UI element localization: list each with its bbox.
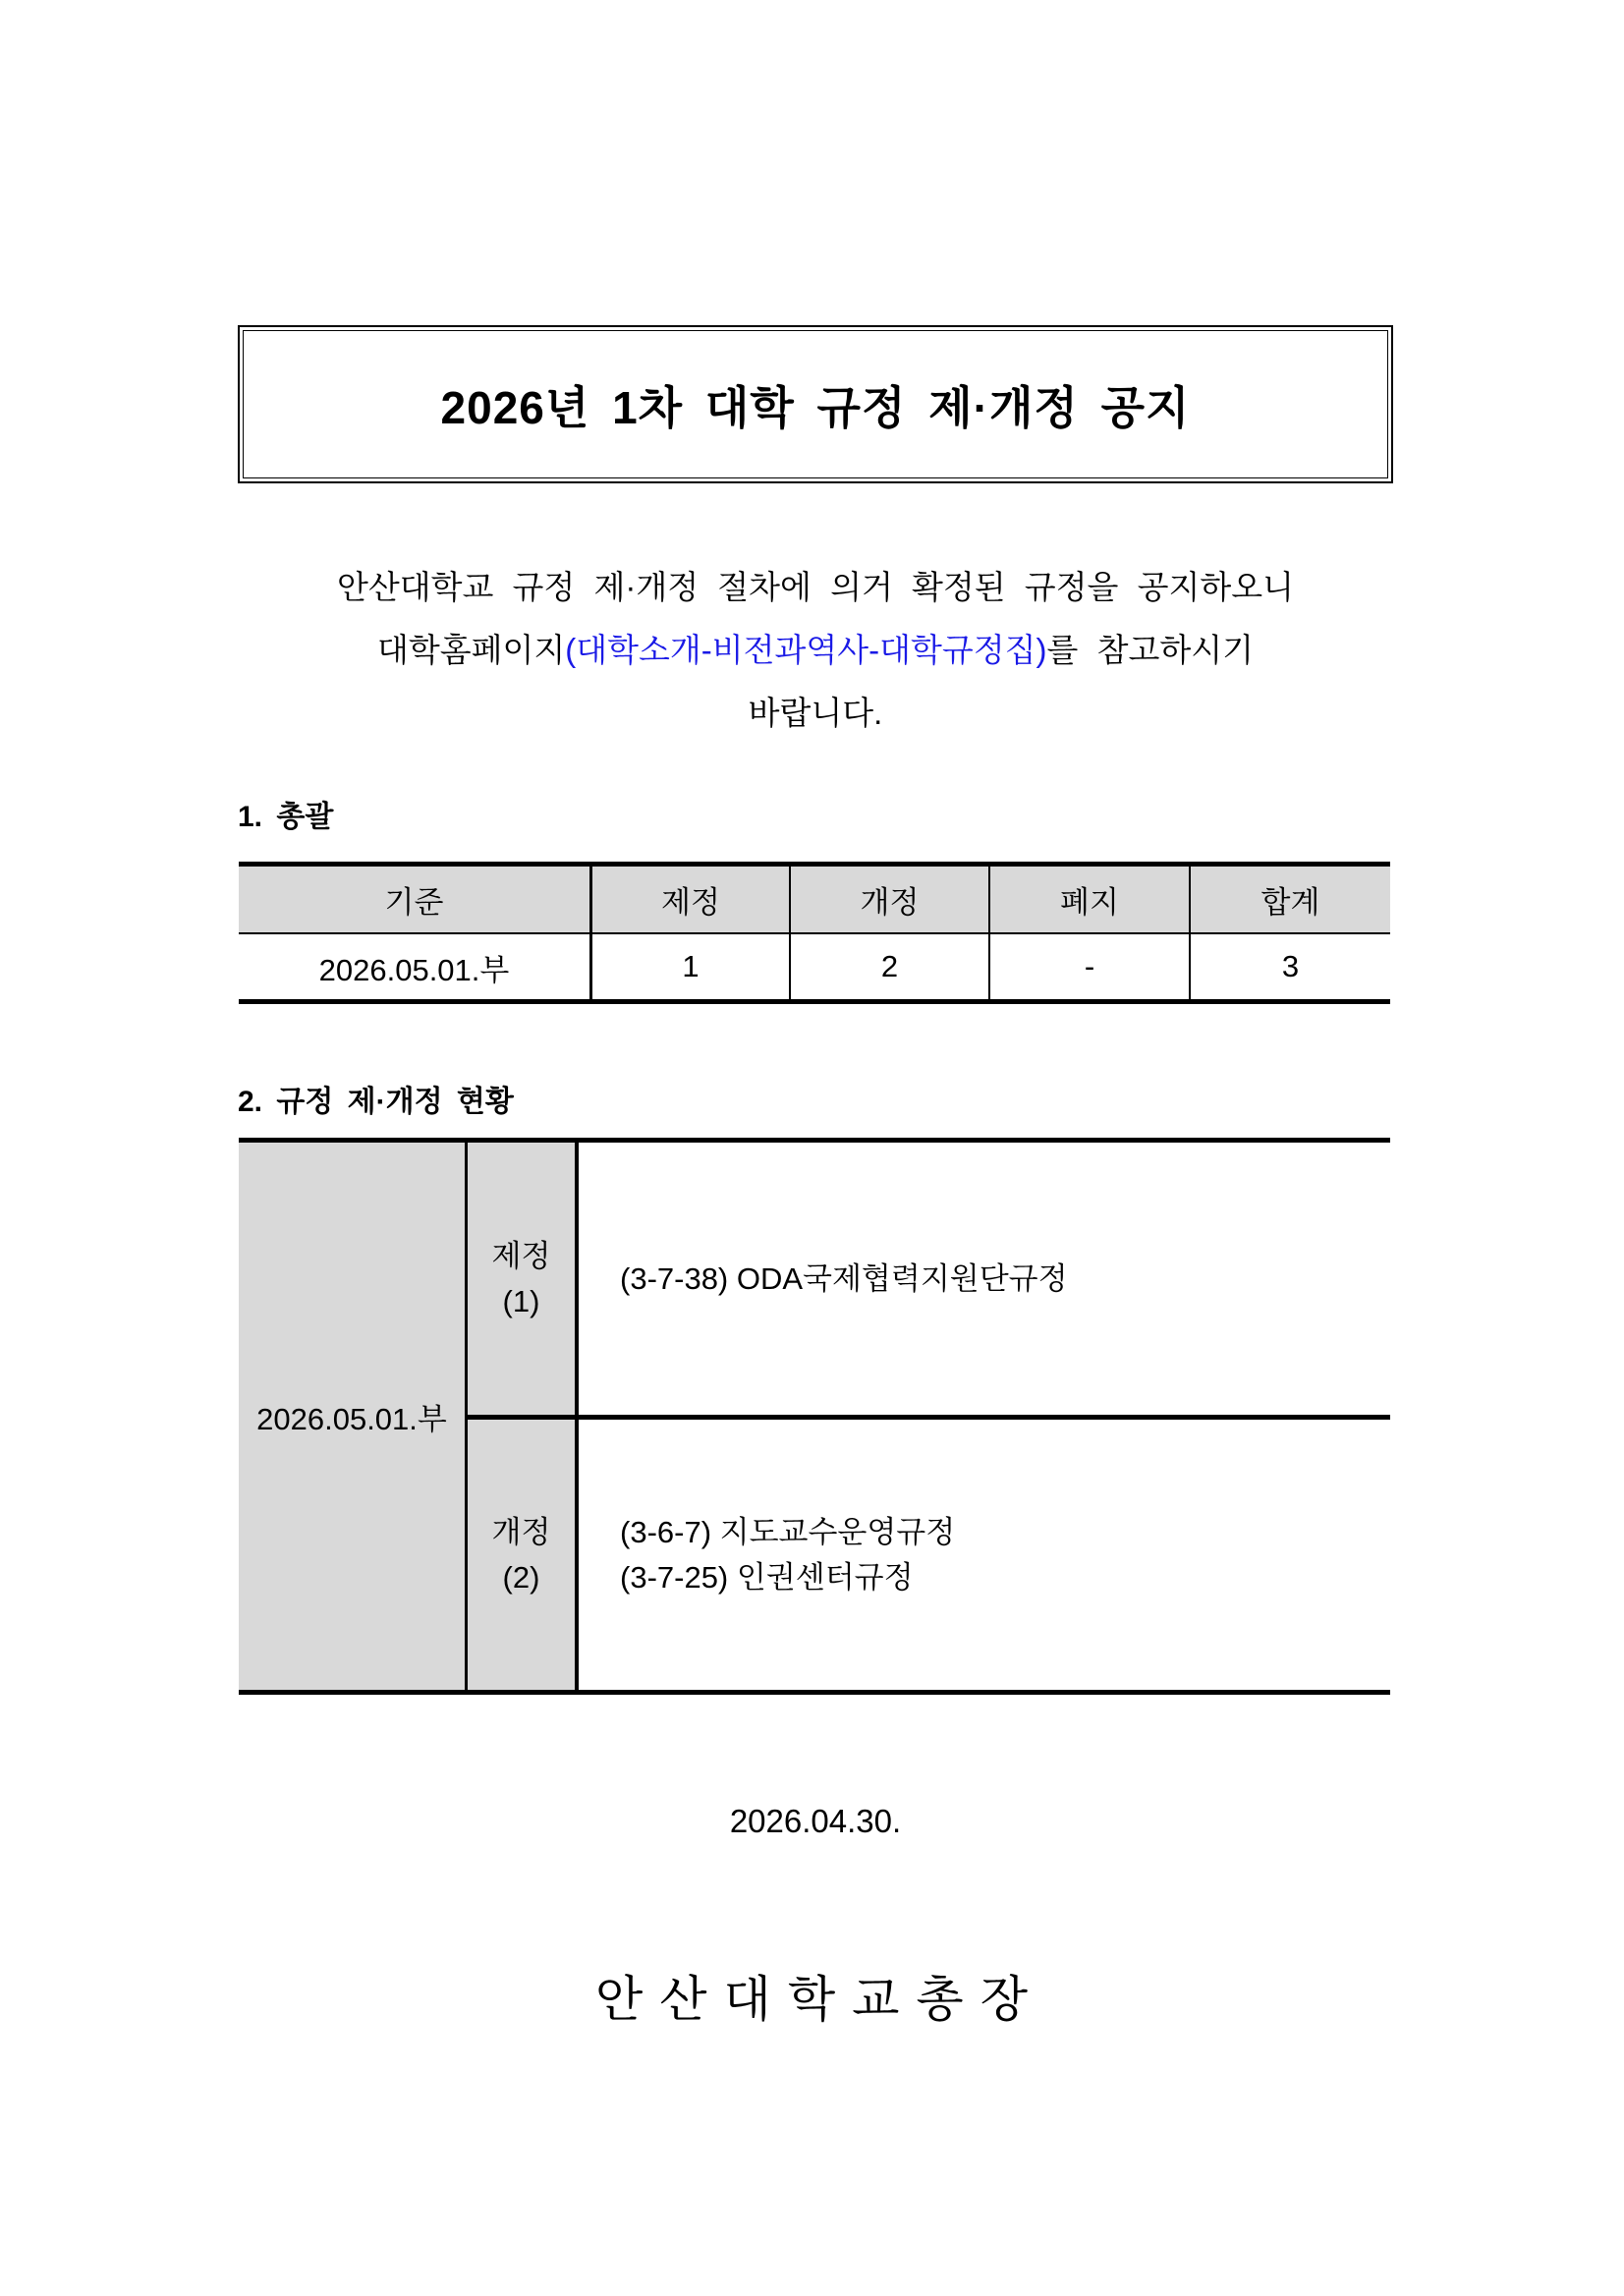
header-cell-amended: 개정 — [791, 867, 990, 932]
header-cell-standard: 기준 — [239, 867, 592, 932]
type-cell-enacted — [468, 1143, 579, 1415]
type-count: (1) — [502, 1283, 540, 1318]
data-cell-abolished: - — [990, 934, 1191, 999]
header-cell-total: 합계 — [1191, 867, 1390, 932]
intro-paragraph — [238, 556, 1393, 745]
status-table-rows — [468, 1143, 1390, 1690]
status-table — [239, 1138, 1390, 1695]
type-label: 개정 — [491, 1514, 551, 1549]
summary-table-header-row — [239, 867, 1390, 934]
data-cell-standard: 2026.05.01.부 — [239, 934, 592, 999]
intro-line-1 — [238, 556, 1393, 619]
title-frame — [238, 325, 1393, 483]
intro-line-2-prefix: 대학홈페이지 — [377, 632, 566, 668]
intro-line-3 — [238, 682, 1393, 745]
data-cell-amended: 2 — [791, 934, 990, 999]
title-frame-inner — [243, 330, 1388, 478]
regulation-item: (3-6-7) 지도교수운영규정 — [620, 1514, 956, 1549]
effective-date-cell: 2026.05.01.부 — [239, 1143, 468, 1690]
summary-table — [239, 862, 1390, 1004]
intro-line-3-text: 바랍니다. — [748, 695, 883, 731]
summary-table-data-row — [239, 934, 1390, 999]
header-cell-enacted: 제정 — [592, 867, 791, 932]
intro-line-2-suffix: 를 참고하시기 — [1046, 632, 1254, 668]
section2-heading: 2. 규정 제·개정 현황 — [238, 1086, 514, 1118]
regulations-menu-path-link[interactable]: (대학소개-비전과역사-대학규정집) — [565, 632, 1047, 668]
type-count: (2) — [502, 1559, 540, 1595]
type-cell-amended — [468, 1420, 579, 1690]
items-cell-enacted — [579, 1143, 1390, 1415]
table-row — [468, 1420, 1390, 1690]
regulation-item: (3-7-25) 인권센터규정 — [620, 1559, 914, 1595]
type-label: 제정 — [491, 1238, 551, 1273]
table-row — [468, 1143, 1390, 1420]
intro-line-2 — [238, 619, 1393, 682]
header-cell-abolished: 폐지 — [990, 867, 1191, 932]
issue-date: 2026.04.30. — [729, 1803, 902, 1839]
items-cell-amended — [579, 1420, 1390, 1690]
intro-line-1-text: 안산대학교 규정 제·개정 절차에 의거 확정된 규정을 공지하오니 — [337, 569, 1294, 605]
president-signature: 안산대학교총장 — [594, 1972, 1045, 2027]
data-cell-total: 3 — [1281, 949, 1300, 983]
section1-heading: 1. 총괄 — [238, 801, 334, 833]
regulation-item: (3-7-38) ODA국제협력지원단규정 — [620, 1260, 1068, 1296]
page-title: 2026년 1차 대학 규정 제·개정 공지 — [440, 381, 1191, 433]
data-cell-enacted: 1 — [592, 934, 791, 999]
